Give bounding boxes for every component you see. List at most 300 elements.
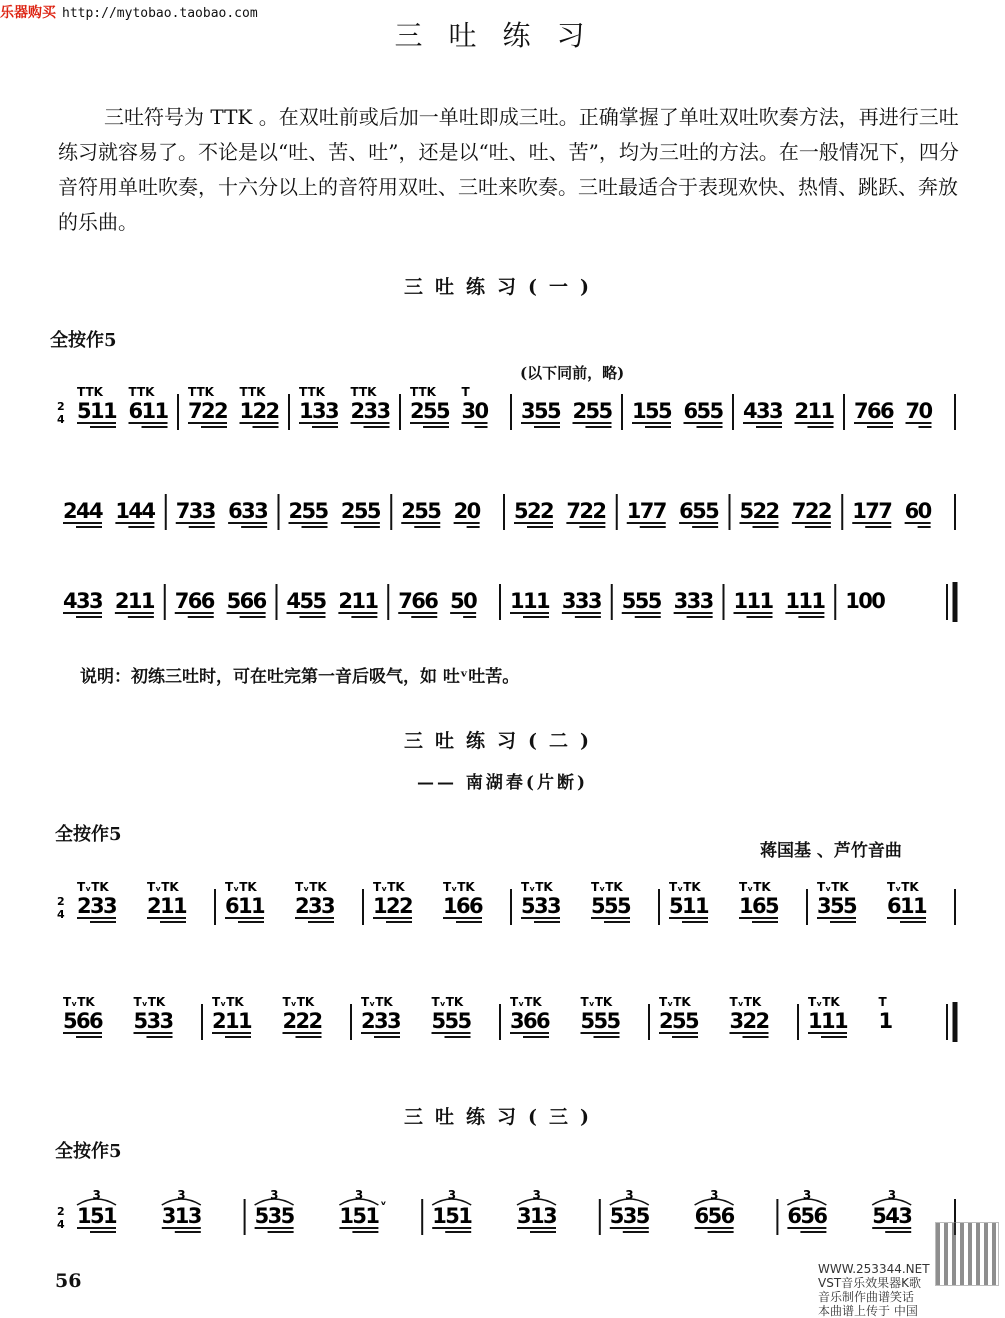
tongue-marking: TTK (299, 385, 325, 399)
note-digit: 1 (174, 1204, 190, 1228)
note-digit: 2 (295, 894, 310, 918)
note-digit: 5 (312, 589, 328, 613)
score-line (55, 875, 963, 935)
qr-code-icon (935, 1222, 999, 1286)
note-digit: 3 (517, 1204, 532, 1228)
note-digit: 5 (634, 589, 650, 613)
note-digit: 3 (587, 589, 603, 613)
note-digit: 0 (918, 399, 934, 423)
time-signature-top: 2 (57, 400, 65, 413)
note-digit: 2 (282, 1009, 298, 1033)
note-digit: 5 (444, 1009, 460, 1033)
note-digit: 1 (365, 1204, 381, 1228)
score-line (55, 570, 963, 630)
note-digit: 3 (312, 399, 327, 423)
note-digit: 0 (858, 589, 873, 613)
note-digit: 5 (63, 1009, 78, 1033)
tongue-marking: TTK (77, 385, 103, 399)
triplet-number: 3 (270, 1188, 279, 1202)
note-digit: 5 (580, 1009, 596, 1033)
note-digit: 2 (350, 399, 366, 423)
note-digit: 5 (621, 589, 637, 613)
note-digit: 6 (880, 399, 895, 423)
note-digit: 3 (159, 1009, 175, 1033)
exercise-2-composer: 蒋国基 、芦竹音曲 (760, 841, 902, 861)
note-digit: 1 (900, 894, 915, 918)
note-digit: 3 (387, 1009, 402, 1033)
note-digit: 5 (705, 499, 720, 523)
note-digit: 5 (696, 399, 712, 423)
note-digit: 6 (187, 589, 203, 613)
note-digit: 3 (673, 589, 689, 613)
note-digit: 5 (617, 894, 632, 918)
note-digit: 2 (265, 399, 281, 423)
note-digit: 2 (817, 499, 833, 523)
time-signature-top: 2 (57, 1205, 65, 1218)
exercise-1-annotation: (以下同前，略) (520, 364, 625, 382)
note-digit: 6 (887, 894, 902, 918)
note-digit: 3 (898, 1204, 913, 1228)
note-digit: 2 (63, 499, 78, 523)
note-digit: 5 (423, 399, 438, 423)
note-digit: 0 (474, 399, 490, 423)
exercise-3-key: 全按作5 (55, 1141, 122, 1162)
note-digit: 1 (458, 1204, 473, 1228)
note-digit: 1 (238, 1009, 253, 1033)
note-digit: 5 (457, 1009, 473, 1033)
note-digit: 2 (399, 894, 414, 918)
note-digit: 6 (469, 894, 484, 918)
note-digit: 5 (685, 1009, 700, 1033)
note-digit: 6 (252, 589, 268, 613)
note-digit: 3 (769, 399, 784, 423)
note-digit: 2 (77, 894, 92, 918)
tongue-marking: TᵥTK (521, 880, 553, 894)
tongue-marking: TᵥTK (63, 995, 95, 1009)
note-digit: 6 (536, 1009, 551, 1033)
note-digit: 6 (813, 1204, 829, 1228)
note-digit: 1 (443, 894, 458, 918)
note-digit: 0 (871, 589, 886, 613)
note-digit: 6 (456, 894, 471, 918)
note-digit: 3 (374, 1009, 389, 1033)
note-digit: 3 (686, 589, 702, 613)
tongue-marking: TTK (188, 385, 214, 399)
note-digit: 5 (547, 399, 562, 423)
note-digit: 0 (463, 589, 478, 613)
note-digit: 3 (308, 894, 323, 918)
note-digit: 1 (154, 399, 170, 423)
note-digit: 2 (794, 399, 810, 423)
footer-wm-2: VST音乐效果器K歌 (818, 1276, 922, 1290)
note-digit: 1 (845, 589, 860, 613)
note-digit: 2 (659, 1009, 674, 1033)
note-digit: 5 (514, 499, 529, 523)
note-digit: 1 (530, 1204, 545, 1228)
note-digit: 1 (682, 894, 697, 918)
note-digit: 5 (593, 1009, 609, 1033)
note-digit: 7 (905, 399, 921, 423)
note-digit: 5 (450, 589, 465, 613)
score-line (55, 1185, 963, 1245)
score-svg (55, 570, 963, 630)
note-digit: 7 (854, 399, 869, 423)
note-digit: 2 (540, 499, 555, 523)
note-digit: 1 (739, 894, 754, 918)
note-digit: 6 (411, 589, 426, 613)
note-digit: 5 (133, 1009, 149, 1033)
note-digit: 5 (254, 1204, 270, 1228)
tongue-marking: TᵥTK (361, 995, 393, 1009)
tongue-marking: TTK (350, 385, 377, 399)
tongue-marking: TᵥTK (295, 880, 327, 894)
note-digit: 3 (461, 399, 477, 423)
note-digit: 1 (536, 589, 551, 613)
note-digit: 5 (427, 499, 442, 523)
note-digit: 1 (523, 589, 538, 613)
note-digit: 3 (521, 399, 536, 423)
note-digit: 4 (89, 499, 104, 523)
note-digit: 3 (574, 589, 590, 613)
note-digit: 1 (510, 589, 525, 613)
note-digit: 5 (843, 894, 858, 918)
triplet-number: 3 (532, 1188, 541, 1202)
note-digit: 3 (188, 499, 204, 523)
note-digit: 5 (585, 399, 601, 423)
note-digit: 6 (720, 1204, 736, 1228)
note-digit: 1 (225, 1009, 240, 1033)
note-digit: 1 (808, 1009, 823, 1033)
note-digit: 2 (295, 1009, 311, 1033)
note-digit: 1 (821, 1009, 836, 1033)
note-digit: 2 (212, 1009, 227, 1033)
note-digit: 7 (865, 499, 880, 523)
note-digit: 6 (679, 499, 694, 523)
note-digit: 1 (115, 499, 130, 523)
note-digit: 1 (834, 1009, 849, 1033)
triplet-number: 3 (92, 1188, 101, 1202)
note-digit: 5 (280, 1204, 296, 1228)
tongue-marking: TᵥTK (282, 995, 315, 1009)
note-digit: 7 (652, 499, 668, 523)
note-digit: 6 (867, 399, 882, 423)
note-digit: 3 (76, 589, 91, 613)
note-digit: 1 (913, 894, 928, 918)
score-line (55, 480, 963, 540)
note-digit: 1 (632, 399, 647, 423)
footer-upload: 本曲谱上传于 中国 (818, 1304, 918, 1318)
note-digit: 3 (161, 1204, 177, 1228)
note-digit: 5 (707, 1204, 723, 1228)
note-digit: 2 (592, 499, 607, 523)
note-digit: 2 (201, 399, 216, 423)
footer-wm-3: 音乐制作曲谱笑话 (818, 1290, 915, 1304)
note-digit: 5 (606, 1009, 622, 1033)
triplet-number: 3 (710, 1188, 719, 1202)
note-digit: 7 (174, 589, 190, 613)
note-digit: 1 (251, 894, 266, 918)
note-digit: 1 (77, 1204, 92, 1228)
note-digit: 1 (239, 399, 255, 423)
note-digit: 1 (785, 589, 800, 613)
note-digit: 1 (90, 399, 105, 423)
score-svg (55, 480, 963, 540)
page-number: 56 (55, 1270, 82, 1292)
note-digit: 1 (141, 399, 157, 423)
tongue-marking: T (461, 385, 470, 399)
tongue-marking: TᵥTK (77, 880, 109, 894)
tongue-marking: TᵥTK (739, 880, 771, 894)
exercise-2-title: 三吐练习(二) (404, 730, 601, 752)
note-digit: 0 (917, 499, 933, 523)
tongue-marking: TᵥTK (133, 995, 166, 1009)
note-digit: 3 (267, 1204, 283, 1228)
triplet-number: 3 (625, 1188, 634, 1202)
note-digit: 2 (453, 499, 469, 523)
note-digit: 6 (683, 399, 699, 423)
note-digit: 6 (752, 894, 767, 918)
note-digit: 6 (239, 589, 255, 613)
note-digit: 6 (89, 1009, 104, 1033)
note-digit: 1 (432, 1204, 447, 1228)
note-digit: 1 (820, 399, 836, 423)
note-digit: 1 (626, 499, 642, 523)
note-digit: 1 (140, 589, 156, 613)
note-digit: 1 (746, 589, 762, 613)
note-digit: 5 (414, 499, 429, 523)
note-digit: 3 (103, 894, 118, 918)
exercise-2-subtitle: —— 南湖春(片断) (416, 773, 588, 793)
note-digit: 1 (339, 1204, 355, 1228)
note-digit: 5 (299, 589, 315, 613)
time-signature-top: 2 (57, 895, 65, 908)
note-digit: 3 (187, 1204, 203, 1228)
note-digit: 2 (361, 1009, 376, 1033)
note-digit: 3 (622, 1204, 638, 1228)
note-digit: 4 (76, 499, 91, 523)
note-digit: 2 (579, 499, 594, 523)
note-digit: 5 (830, 894, 845, 918)
tongue-marking: TᵥTK (225, 880, 257, 894)
score-svg (55, 380, 963, 440)
note-digit: 5 (739, 499, 755, 523)
note-digit: 3 (363, 399, 379, 423)
note-digit: 4 (286, 589, 302, 613)
note-digit: 2 (308, 1009, 324, 1033)
note-digit: 3 (756, 399, 771, 423)
note-digit: 3 (321, 894, 336, 918)
note-digit: 7 (175, 499, 191, 523)
note-digit: 1 (238, 894, 253, 918)
tongue-marking: TᵥTK (729, 995, 762, 1009)
note-digit: 3 (561, 589, 577, 613)
note-digit: 1 (364, 589, 379, 613)
score-line (55, 990, 963, 1050)
shop-url[interactable]: http://mytobao.taobao.com (62, 6, 258, 21)
note-digit: 5 (90, 1204, 105, 1228)
exercise-2-key: 全按作5 (55, 824, 122, 845)
note-digit: 7 (639, 499, 655, 523)
note-digit: 2 (755, 1009, 771, 1033)
note-digit: 5 (226, 589, 242, 613)
triplet-number: 3 (447, 1188, 457, 1202)
note-digit: 5 (672, 1009, 687, 1033)
note-digit: 4 (141, 499, 156, 523)
note-digit: 5 (635, 1204, 651, 1228)
note-digit: 5 (598, 399, 614, 423)
note-digit: 5 (604, 894, 619, 918)
note-digit: 5 (534, 399, 549, 423)
note-digit: 1 (299, 399, 314, 423)
note-digit: 6 (904, 499, 920, 523)
note-digit: 2 (340, 499, 356, 523)
note-digit: 4 (63, 589, 78, 613)
note-digit: 5 (800, 1204, 816, 1228)
note-digit: 1 (160, 894, 175, 918)
note-digit: 5 (366, 499, 382, 523)
note-digit: 2 (252, 399, 268, 423)
note-digit: 5 (77, 399, 92, 423)
intro-paragraph: 三吐符号为 TTK 。在双吐前或后加一单吐即成三吐。正确掌握了单吐双吐吹奏方法，再进行三吐练习就容易了。不论是以“吐、苦、吐”，还是以“吐、吐、苦”，均为三吐的方法。在一般情况下，四分音符用单吐吹奏，十六分以上的音符用双吐、三吐来吹奏。三吐最适合于表现欢快、热情、跳跃、奔放的乐曲。 (58, 105, 959, 234)
note-digit: 2 (572, 399, 588, 423)
triplet-number: 3 (177, 1188, 186, 1202)
tongue-marking: TᵥTK (580, 995, 613, 1009)
tongue-marking: TᵥTK (147, 880, 179, 894)
note-digit: 3 (241, 499, 256, 523)
tongue-marking: TᵥTK (431, 995, 464, 1009)
note-digit: 2 (147, 894, 162, 918)
note-digit: 5 (521, 894, 536, 918)
page-title: 三吐练习 (394, 19, 611, 52)
note-digit: 5 (591, 894, 606, 918)
note-digit: 1 (103, 1204, 118, 1228)
exercise-1-title: 三吐练习(一) (404, 276, 601, 298)
note-digit: 5 (692, 499, 707, 523)
note-digit: 1 (852, 499, 867, 523)
note-digit: 4 (743, 399, 758, 423)
note-digit: 2 (386, 894, 401, 918)
note-digit: 3 (89, 589, 104, 613)
note-digit: 5 (609, 1204, 625, 1228)
note-digit: 5 (765, 894, 780, 918)
time-signature-bottom: 4 (57, 413, 65, 426)
note-digit: 1 (807, 399, 823, 423)
note-digit: 3 (510, 1009, 525, 1033)
note-digit: 1 (127, 589, 143, 613)
note-digit: 3 (699, 589, 715, 613)
note-digit: 2 (752, 499, 768, 523)
time-signature-bottom: 4 (57, 1218, 65, 1231)
note-digit: 5 (352, 1204, 368, 1228)
note-digit: 2 (742, 1009, 758, 1033)
tongue-marking: T (878, 995, 887, 1009)
note-digit: 1 (811, 589, 826, 613)
note-digit: 2 (114, 589, 130, 613)
note-digit: 5 (314, 499, 330, 523)
triplet-number: 3 (802, 1188, 812, 1202)
note-digit: 7 (566, 499, 581, 523)
note-digit: 6 (228, 499, 243, 523)
note-digit: 5 (658, 399, 673, 423)
note-digit: 2 (527, 499, 542, 523)
note-digit: 5 (301, 499, 317, 523)
note-digit: 1 (103, 399, 118, 423)
note-digit: 1 (798, 589, 813, 613)
note-digit: 7 (791, 499, 807, 523)
note-digit: 7 (878, 499, 893, 523)
note-digit: 2 (214, 399, 229, 423)
note-digit: 5 (445, 1204, 460, 1228)
note-digit: 3 (201, 499, 217, 523)
note-digit: 1 (173, 894, 188, 918)
note-digit: 3 (146, 1009, 162, 1033)
note-digit: 5 (436, 399, 451, 423)
shop-watermark: 乐器购买 (0, 5, 56, 21)
note-digit: 6 (200, 589, 216, 613)
exercise-1-key: 全按作5 (50, 330, 117, 351)
triplet-number: 3 (887, 1188, 897, 1202)
note-digit: 1 (351, 589, 366, 613)
note-digit: 3 (547, 894, 562, 918)
tongue-marking: TᵥTK (669, 880, 701, 894)
note-digit: 4 (128, 499, 143, 523)
time-signature-bottom: 4 (57, 908, 65, 921)
note-digit: 7 (398, 589, 413, 613)
note-digit: 5 (647, 589, 663, 613)
tongue-marking: TᵥTK (373, 880, 405, 894)
triplet-number: 3 (354, 1188, 364, 1202)
note-digit: 3 (543, 1204, 558, 1228)
note-digit: 6 (225, 894, 240, 918)
note-digit: 7 (188, 399, 203, 423)
tongue-marking: TTK (128, 385, 155, 399)
note-digit: 6 (523, 1009, 538, 1033)
tongue-marking: TᵥTK (659, 995, 691, 1009)
score-line (55, 380, 963, 440)
note-digit: 6 (694, 1204, 710, 1228)
note-digit: 6 (424, 589, 439, 613)
note-digit: 2 (804, 499, 820, 523)
breath-mark: ᵛ (380, 1198, 387, 1212)
note-digit: 4 (885, 1204, 900, 1228)
tongue-marking: TᵥTK (510, 995, 542, 1009)
note-digit: 2 (410, 399, 425, 423)
note-digit: 3 (325, 399, 340, 423)
note-digit: 5 (431, 1009, 447, 1033)
note-digit: 3 (817, 894, 832, 918)
note-digit: 6 (787, 1204, 803, 1228)
tongue-marking: TTK (239, 385, 266, 399)
tongue-marking: TᵥTK (212, 995, 244, 1009)
tongue-marking: TᵥTK (887, 880, 919, 894)
note-digit: 1 (695, 894, 710, 918)
note-digit: 2 (765, 499, 781, 523)
note-digit: 5 (353, 499, 369, 523)
tongue-marking: TᵥTK (591, 880, 623, 894)
note-digit: 6 (76, 1009, 91, 1033)
note-digit: 1 (878, 1009, 894, 1033)
tongue-marking: TᵥTK (817, 880, 849, 894)
score-svg (55, 990, 963, 1050)
tongue-marking: TTK (410, 385, 436, 399)
note-digit: 5 (669, 894, 684, 918)
note-digit: 1 (373, 894, 388, 918)
note-digit: 3 (729, 1009, 745, 1033)
note-digit: 3 (254, 499, 269, 523)
note-digit: 3 (90, 894, 105, 918)
note-digit: 2 (401, 499, 416, 523)
note-digit: 5 (709, 399, 725, 423)
